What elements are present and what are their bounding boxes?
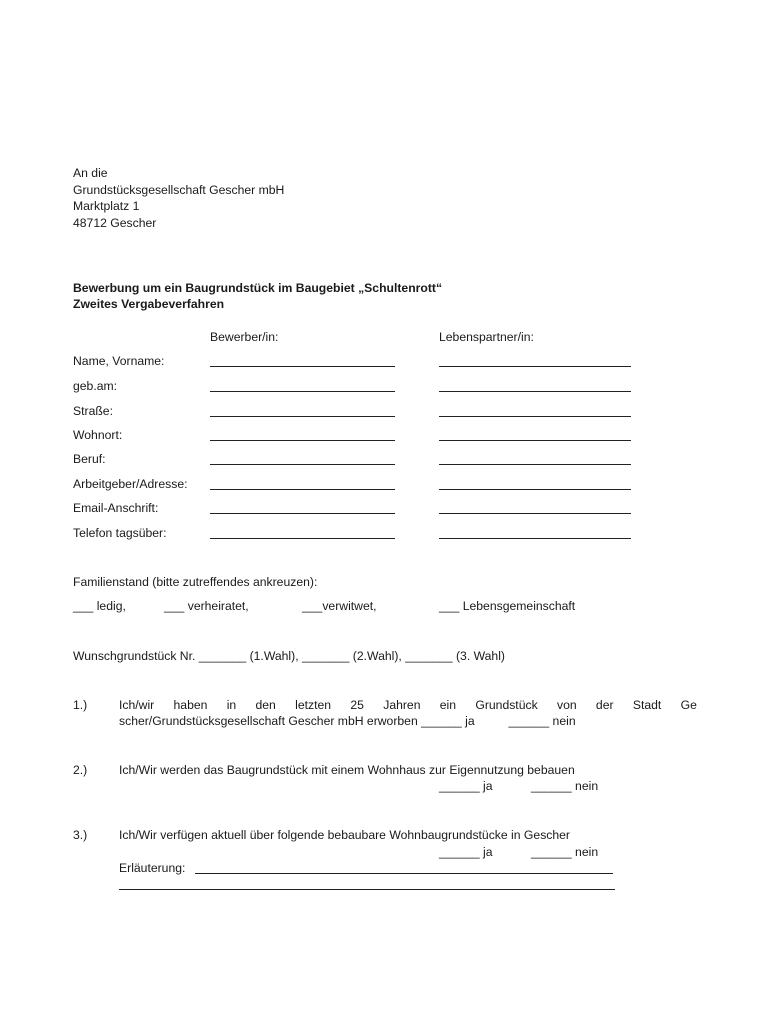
q1-word: Grundstück — [475, 698, 538, 712]
field-label-employer: Arbeitgeber/Adresse: — [73, 477, 188, 491]
form-title: Bewerbung um ein Baugrundstück im Baugebiet „Schultenrott“ — [73, 281, 443, 295]
partner-email-field[interactable] — [439, 513, 631, 514]
question-2-yes[interactable]: ______ ja — [439, 779, 493, 793]
q1-word: Stadt — [632, 698, 662, 712]
question-3-explanation-field[interactable] — [195, 873, 613, 874]
marital-option-single[interactable]: ___ ledig, — [73, 599, 126, 613]
partner-profession-field[interactable] — [439, 464, 631, 465]
q1-word: von — [556, 698, 577, 712]
field-label-street: Straße: — [73, 404, 113, 418]
partner-birthdate-field[interactable] — [439, 391, 631, 392]
applicant-city-field[interactable] — [210, 440, 395, 441]
applicant-name-field[interactable] — [210, 366, 395, 367]
q1-word: den — [255, 698, 276, 712]
question-3-number: 3.) — [73, 828, 88, 842]
address-line-2: Grundstücksgesellschaft Gescher mbH — [73, 183, 285, 197]
field-label-name: Name, Vorname: — [73, 354, 165, 368]
question-3-no[interactable]: ______ nein — [531, 845, 599, 859]
question-2-no[interactable]: ______ nein — [531, 779, 599, 793]
applicant-profession-field[interactable] — [210, 464, 395, 465]
q1-word: Jahren — [383, 698, 421, 712]
address-line-4: 48712 Gescher — [73, 216, 157, 230]
question-2-text: Ich/Wir werden das Baugrundstück mit einem Wohnhaus zur Eigennutzung bebauen — [119, 763, 575, 777]
q1-word: in — [226, 698, 237, 712]
q1-word: ein — [439, 698, 457, 712]
question-1-text-line — [119, 697, 697, 713]
partner-name-field[interactable] — [439, 366, 631, 367]
wish-plot-line[interactable]: Wunschgrundstück Nr. _______ (1.Wahl), _______ (2.Wahl), _______ (3. Wahl) — [73, 649, 505, 663]
field-label-city: Wohnort: — [73, 428, 123, 442]
q1-word: Ge — [680, 698, 697, 712]
marital-option-married[interactable]: ___ verheiratet, — [164, 599, 249, 613]
field-label-profession: Beruf: — [73, 452, 106, 466]
question-3-explanation-field-2[interactable] — [119, 889, 615, 890]
question-2-number: 2.) — [73, 763, 88, 777]
q1-word: letzten — [295, 698, 332, 712]
column-header-partner: Lebenspartner/in: — [439, 330, 534, 344]
column-header-applicant: Bewerber/in: — [210, 330, 279, 344]
partner-employer-field[interactable] — [439, 489, 631, 490]
partner-street-field[interactable] — [439, 416, 631, 417]
marital-status-prompt: Familienstand (bitte zutreffendes ankreuzen): — [73, 575, 318, 589]
q1-word: der — [595, 698, 614, 712]
partner-phone-field[interactable] — [439, 538, 631, 539]
applicant-street-field[interactable] — [210, 416, 395, 417]
address-line-1: An die — [73, 166, 108, 180]
question-3-yes[interactable]: ______ ja — [439, 845, 493, 859]
applicant-employer-field[interactable] — [210, 489, 395, 490]
partner-city-field[interactable] — [439, 440, 631, 441]
marital-option-widowed[interactable]: ___verwitwet, — [302, 599, 377, 613]
applicant-phone-field[interactable] — [210, 538, 395, 539]
marital-option-partnership[interactable]: ___ Lebensgemeinschaft — [439, 599, 576, 613]
question-1-text-line-2[interactable]: scher/Grundstücksgesellschaft Gescher mbH erworben ______ ja ______ nein — [119, 714, 576, 728]
question-3-explanation-label: Erläuterung: — [119, 861, 186, 875]
q1-word: 25 — [350, 698, 364, 712]
question-3-text: Ich/Wir verfügen aktuell über folgende bebaubare Wohnbaugrundstücke in Gescher — [119, 828, 570, 842]
q1-word: Ich/wir — [119, 698, 155, 712]
field-label-email: Email-Anschrift: — [73, 501, 159, 515]
field-label-birthdate: geb.am: — [73, 379, 118, 393]
applicant-email-field[interactable] — [210, 513, 395, 514]
question-1-number: 1.) — [73, 698, 88, 712]
address-line-3: Marktplatz 1 — [73, 199, 140, 213]
field-label-phone: Telefon tagsüber: — [73, 526, 167, 540]
q1-word: haben — [173, 698, 208, 712]
applicant-birthdate-field[interactable] — [210, 391, 395, 392]
form-subtitle: Zweites Vergabeverfahren — [73, 297, 225, 311]
